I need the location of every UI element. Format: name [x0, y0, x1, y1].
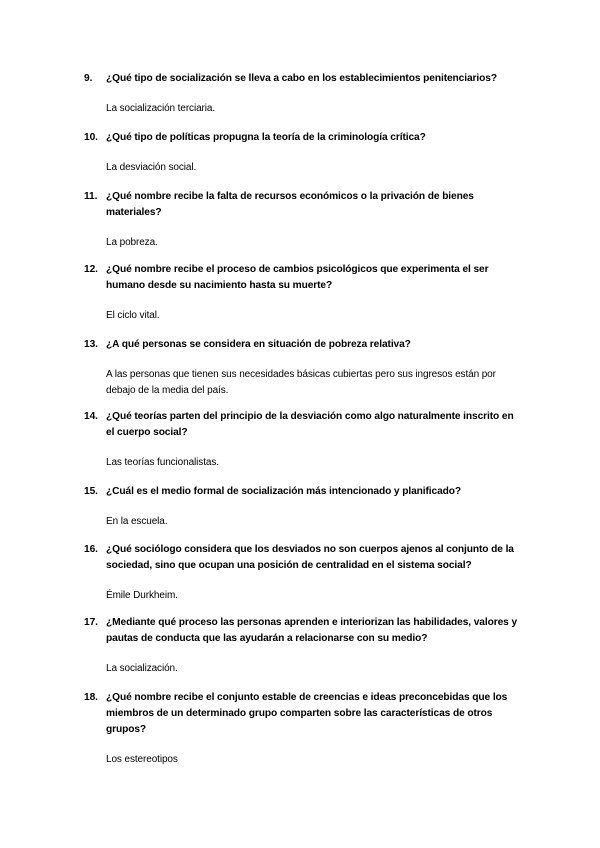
question-number: 17. — [84, 617, 98, 628]
question — [84, 690, 524, 738]
question-number: 10. — [84, 132, 98, 143]
answer-text: La pobreza. — [106, 237, 158, 248]
answer-text: Émile Durkheim. — [106, 590, 178, 601]
question — [84, 71, 524, 87]
question-number: 11. — [84, 191, 98, 202]
question-number: 14. — [84, 411, 98, 422]
question-item-9 — [84, 71, 524, 117]
question-item-12 — [84, 262, 524, 324]
question-item-13 — [84, 337, 524, 399]
question-text: ¿Qué nombre recibe la falta de recursos económicos o la privación de bienes materiales? — [106, 191, 474, 218]
question-text: ¿Qué nombre recibe el conjunto estable de creencias e ideas preconcebidas que los miembros de un determinado grupo comparten sobre las características de otros grupos? — [106, 692, 508, 735]
question-item-14 — [84, 409, 524, 471]
answer-text: A las personas que tienen sus necesidades básicas cubiertas pero sus ingresos están por debajo de la media del país. — [106, 369, 496, 396]
question-number: 13. — [84, 339, 98, 350]
answer-text: La desviación social. — [106, 162, 197, 173]
answer-text: Los estereotipos — [106, 754, 178, 765]
answer-text: En la escuela. — [106, 516, 168, 527]
answer-text: Las teorías funcionalistas. — [106, 457, 219, 468]
answer-text: La socialización. — [106, 663, 178, 674]
question-text: ¿Cuál es el medio formal de socialización más intencionado y planificado? — [106, 486, 462, 497]
question-text: ¿Qué tipo de socialización se lleva a cabo en los establecimientos penitenciarios? — [106, 73, 497, 84]
question-item-15 — [84, 484, 524, 530]
question — [84, 409, 524, 441]
question — [84, 130, 524, 146]
question — [84, 189, 524, 221]
question — [84, 262, 524, 294]
question-number: 9. — [84, 73, 93, 84]
question-number: 12. — [84, 264, 98, 275]
question — [84, 615, 524, 647]
question-number: 16. — [84, 544, 98, 555]
question-item-11 — [84, 189, 524, 251]
question-number: 15. — [84, 486, 98, 497]
question-text: ¿Qué tipo de políticas propugna la teoría de la criminología crítica? — [106, 132, 426, 143]
question-text: ¿A qué personas se considera en situación de pobreza relativa? — [106, 339, 411, 350]
question-text: ¿Qué sociólogo considera que los desviados no son cuerpos ajenos al conjunto de la sociedad, sino que ocupan una posición de centralidad en el sistema social? — [106, 544, 514, 571]
question-item-10 — [84, 130, 524, 176]
question-item-16 — [84, 542, 524, 604]
question-text: ¿Mediante qué proceso las personas aprenden e interiorizan las habilidades, valores y pautas de conducta que las ayudarán a relacionarse con su medio? — [106, 617, 518, 644]
question-item-17 — [84, 615, 524, 677]
question — [84, 337, 524, 353]
question-item-18 — [84, 690, 524, 768]
answer-text: La socialización terciaria. — [106, 103, 216, 114]
question-text: ¿Qué nombre recibe el proceso de cambios psicológicos que experimenta el ser humano desde su nacimiento hasta su muerte? — [106, 264, 489, 291]
question — [84, 542, 524, 574]
question-text: ¿Qué teorías parten del principio de la desviación como algo naturalmente inscrito en el cuerpo social? — [106, 411, 514, 438]
question — [84, 484, 524, 500]
answer-text: El ciclo vital. — [106, 310, 160, 321]
question-number: 18. — [84, 692, 98, 703]
